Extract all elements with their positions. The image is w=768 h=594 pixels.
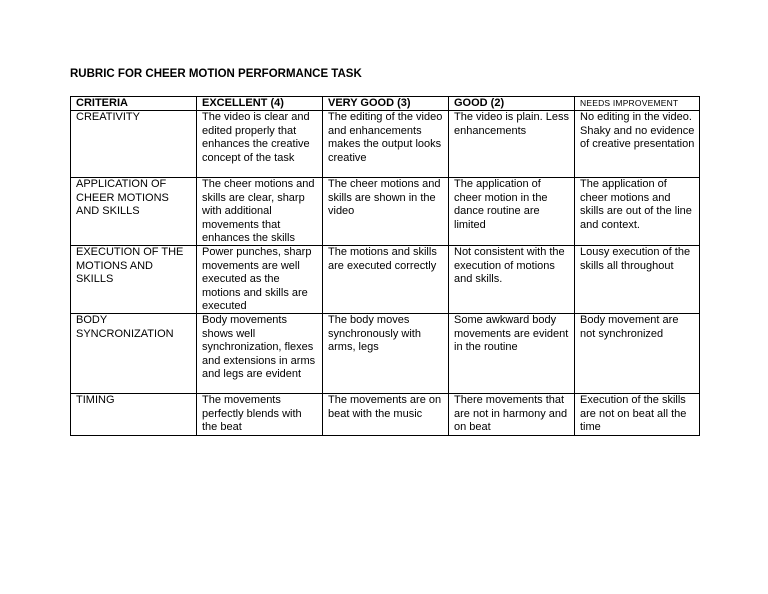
criteria-cell: APPLICATION OF CHEER MOTIONS AND SKILLS — [71, 178, 197, 246]
needs-improvement-cell: Execution of the skills are not on beat all the time — [575, 394, 700, 435]
table-row — [71, 314, 700, 394]
rubric-table — [70, 96, 700, 436]
very-good-cell: The editing of the video and enhancements makes the output looks creative — [323, 111, 449, 178]
needs-improvement-cell: Lousy execution of the skills all throughout — [575, 246, 700, 314]
header-good: GOOD (2) — [449, 97, 575, 111]
excellent-cell: The movements perfectly blends with the beat — [197, 394, 323, 435]
very-good-cell: The cheer motions and skills are shown in the video — [323, 178, 449, 246]
table-row — [71, 178, 700, 246]
very-good-cell: The body moves synchronously with arms, legs — [323, 314, 449, 394]
table-row — [71, 111, 700, 178]
excellent-cell: Body movements shows well synchronization, flexes and extensions in arms and legs are evident — [197, 314, 323, 394]
header-needs-improvement: NEEDS IMPROVEMENT — [575, 97, 700, 111]
good-cell: Not consistent with the execution of motions and skills. — [449, 246, 575, 314]
criteria-cell: TIMING — [71, 394, 197, 435]
excellent-cell: The cheer motions and skills are clear, sharp with additional movements that enhances the skills — [197, 178, 323, 246]
table-row — [71, 246, 700, 314]
excellent-cell: Power punches, sharp movements are well executed as the motions and skills are executed — [197, 246, 323, 314]
very-good-cell: The movements are on beat with the music — [323, 394, 449, 435]
very-good-cell: The motions and skills are executed correctly — [323, 246, 449, 314]
header-criteria: CRITERIA — [71, 97, 197, 111]
header-excellent: EXCELLENT (4) — [197, 97, 323, 111]
needs-improvement-cell: Body movement are not synchronized — [575, 314, 700, 394]
good-cell: The video is plain. Less enhancements — [449, 111, 575, 178]
needs-improvement-cell: The application of cheer motions and skills are out of the line and context. — [575, 178, 700, 246]
criteria-cell: BODY SYNCRONIZATION — [71, 314, 197, 394]
criteria-cell: EXECUTION OF THE MOTIONS AND SKILLS — [71, 246, 197, 314]
good-cell: The application of cheer motion in the dance routine are limited — [449, 178, 575, 246]
header-very-good: VERY GOOD (3) — [323, 97, 449, 111]
criteria-cell: CREATIVITY — [71, 111, 197, 178]
document-title: RUBRIC FOR CHEER MOTION PERFORMANCE TASK — [70, 68, 362, 80]
good-cell: There movements that are not in harmony and on beat — [449, 394, 575, 435]
needs-improvement-cell: No editing in the video. Shaky and no evidence of creative presentation — [575, 111, 700, 178]
excellent-cell: The video is clear and edited properly that enhances the creative concept of the task — [197, 111, 323, 178]
table-row — [71, 394, 700, 435]
table-header-row — [71, 97, 700, 111]
good-cell: Some awkward body movements are evident in the routine — [449, 314, 575, 394]
